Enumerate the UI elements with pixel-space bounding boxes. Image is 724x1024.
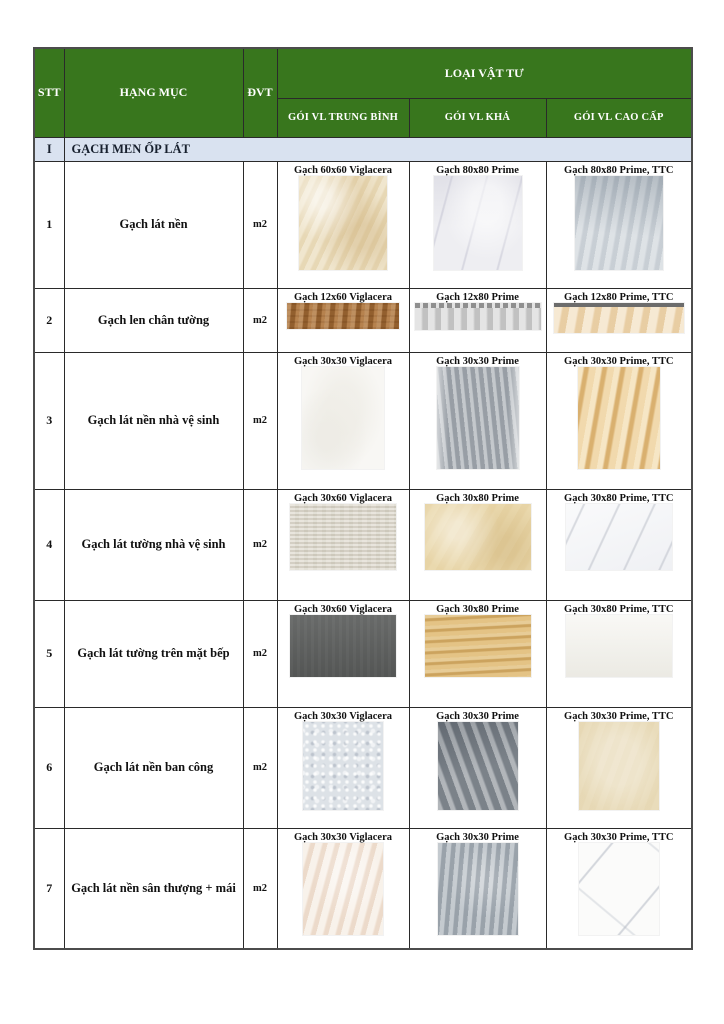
- tile-sample-image: [438, 722, 518, 810]
- tile-caption: Gạch 30x80 Prime: [436, 492, 519, 504]
- tile-image-wrap: [547, 504, 692, 570]
- material-cell: [277, 828, 409, 949]
- row-stt: 2: [34, 288, 64, 352]
- row-stt: 5: [34, 600, 64, 707]
- tile-image-wrap: [278, 504, 409, 570]
- tile-sample-image: [438, 843, 518, 935]
- row-item-label: Gạch lát tường trên mặt bếp: [64, 600, 243, 707]
- tile-sample-image: [290, 504, 396, 570]
- material-cell: [409, 489, 546, 600]
- row-unit: m2: [243, 288, 277, 352]
- header-package-cao-cap: GÓI VL CAO CẤP: [546, 98, 692, 137]
- tile-image-wrap: [410, 722, 546, 810]
- tile-image-wrap: [410, 504, 546, 570]
- row-item-label: Gạch lát nền: [64, 161, 243, 288]
- tile-caption: Gạch 30x30 Viglacera: [294, 831, 392, 843]
- row-item-label: Gạch lát nền ban công: [64, 707, 243, 828]
- table-row: [34, 161, 692, 288]
- tile-sample-image: [437, 367, 519, 469]
- material-cell: [409, 600, 546, 707]
- material-cell: [277, 707, 409, 828]
- table-row: [34, 352, 692, 489]
- tile-caption: Gạch 30x30 Viglacera: [294, 710, 392, 722]
- tile-sample-image: [578, 367, 660, 469]
- tile-sample-image: [425, 504, 531, 570]
- section-index: I: [34, 137, 64, 161]
- material-cell: [409, 288, 546, 352]
- table-row: [34, 707, 692, 828]
- material-cell: [546, 352, 692, 489]
- header-dvt: ĐVT: [243, 48, 277, 137]
- material-cell: [277, 288, 409, 352]
- row-item-label: Gạch lát nền sân thượng + mái: [64, 828, 243, 949]
- tile-sample-image: [579, 722, 659, 810]
- tile-sample-image: [434, 176, 522, 270]
- row-item-label: Gạch len chân tường: [64, 288, 243, 352]
- tile-sample-image: [415, 303, 541, 330]
- header-stt: STT: [34, 48, 64, 137]
- header-package-trung-binh: GÓI VL TRUNG BÌNH: [277, 98, 409, 137]
- material-cell: [546, 600, 692, 707]
- tile-image-wrap: [410, 615, 546, 677]
- tile-image-wrap: [547, 722, 692, 810]
- row-stt: 1: [34, 161, 64, 288]
- material-cell: [409, 707, 546, 828]
- tile-image-wrap: [410, 367, 546, 469]
- tile-caption: Gạch 30x80 Prime: [436, 603, 519, 615]
- tile-image-wrap: [278, 843, 409, 935]
- tile-ornament-band: [554, 303, 684, 307]
- row-stt: 3: [34, 352, 64, 489]
- tile-caption: Gạch 30x60 Viglacera: [294, 603, 392, 615]
- section-row: [34, 137, 692, 161]
- tile-caption: Gạch 30x60 Viglacera: [294, 492, 392, 504]
- tile-image-wrap: [410, 303, 546, 330]
- tile-image-wrap: [278, 722, 409, 810]
- material-cell: [546, 161, 692, 288]
- row-unit: m2: [243, 489, 277, 600]
- tile-sample-image: [566, 504, 672, 570]
- tile-caption: Gạch 30x30 Prime: [436, 355, 519, 367]
- tile-image-wrap: [547, 843, 692, 935]
- tile-caption: Gạch 30x80 Prime, TTC: [564, 492, 674, 504]
- row-item-label: Gạch lát tường nhà vệ sinh: [64, 489, 243, 600]
- tile-image-wrap: [547, 615, 692, 677]
- tile-image-wrap: [278, 615, 409, 677]
- table-row: [34, 828, 692, 949]
- tile-sample-image: [299, 176, 387, 270]
- tile-image-wrap: [278, 176, 409, 270]
- material-cell: [277, 161, 409, 288]
- tile-caption: Gạch 30x80 Prime, TTC: [564, 603, 674, 615]
- row-unit: m2: [243, 352, 277, 489]
- tile-caption: Gạch 30x30 Prime: [436, 710, 519, 722]
- tile-caption: Gạch 80x80 Prime: [436, 164, 519, 176]
- section-title: GẠCH MEN ỐP LÁT: [64, 137, 692, 161]
- tile-sample-image: [566, 615, 672, 677]
- tile-image-wrap: [278, 303, 409, 329]
- tile-image-wrap: [547, 303, 692, 333]
- material-cell: [409, 828, 546, 949]
- material-cell: [409, 352, 546, 489]
- header-hang-muc: HẠNG MỤC: [64, 48, 243, 137]
- tile-caption: Gạch 30x30 Prime, TTC: [564, 831, 674, 843]
- row-unit: m2: [243, 707, 277, 828]
- tile-image-wrap: [547, 367, 692, 469]
- header-loai-vat-tu: LOẠI VẬT TƯ: [277, 48, 692, 98]
- tile-sample-image: [303, 843, 383, 935]
- tile-caption: Gạch 30x30 Prime, TTC: [564, 710, 674, 722]
- material-cell: [546, 489, 692, 600]
- row-item-label: Gạch lát nền nhà vệ sinh: [64, 352, 243, 489]
- tile-sample-image: [303, 722, 383, 810]
- tile-caption: Gạch 30x30 Prime, TTC: [564, 355, 674, 367]
- tile-sample-image: [579, 843, 659, 935]
- tile-sample-image: [302, 367, 384, 469]
- tile-caption: Gạch 12x80 Prime: [436, 291, 519, 303]
- tile-ornament-band: [415, 303, 541, 308]
- tile-caption: Gạch 30x30 Viglacera: [294, 355, 392, 367]
- tile-caption: Gạch 60x60 Viglacera: [294, 164, 392, 176]
- row-unit: m2: [243, 161, 277, 288]
- tile-image-wrap: [547, 176, 692, 270]
- material-cell: [546, 707, 692, 828]
- material-cell: [546, 828, 692, 949]
- table-row: [34, 288, 692, 352]
- tile-image-wrap: [410, 843, 546, 935]
- row-stt: 6: [34, 707, 64, 828]
- material-cell: [277, 352, 409, 489]
- tile-sample-image: [425, 615, 531, 677]
- tile-sample-image: [554, 303, 684, 333]
- table-row: [34, 489, 692, 600]
- materials-table: [33, 47, 693, 950]
- tile-caption: Gạch 12x60 Viglacera: [294, 291, 392, 303]
- tile-caption: Gạch 12x80 Prime, TTC: [564, 291, 674, 303]
- material-cell: [277, 600, 409, 707]
- row-stt: 7: [34, 828, 64, 949]
- tile-sample-image: [575, 176, 663, 270]
- material-cell: [277, 489, 409, 600]
- table-row: [34, 600, 692, 707]
- table-header-row-1: [34, 48, 692, 98]
- tile-caption: Gạch 30x30 Prime: [436, 831, 519, 843]
- tile-sample-image: [287, 303, 399, 329]
- tile-caption: Gạch 80x80 Prime, TTC: [564, 164, 674, 176]
- tile-image-wrap: [278, 367, 409, 469]
- tile-sample-image: [290, 615, 396, 677]
- material-cell: [546, 288, 692, 352]
- tile-image-wrap: [410, 176, 546, 270]
- material-cell: [409, 161, 546, 288]
- row-stt: 4: [34, 489, 64, 600]
- header-package-kha: GÓI VL KHÁ: [409, 98, 546, 137]
- row-unit: m2: [243, 600, 277, 707]
- row-unit: m2: [243, 828, 277, 949]
